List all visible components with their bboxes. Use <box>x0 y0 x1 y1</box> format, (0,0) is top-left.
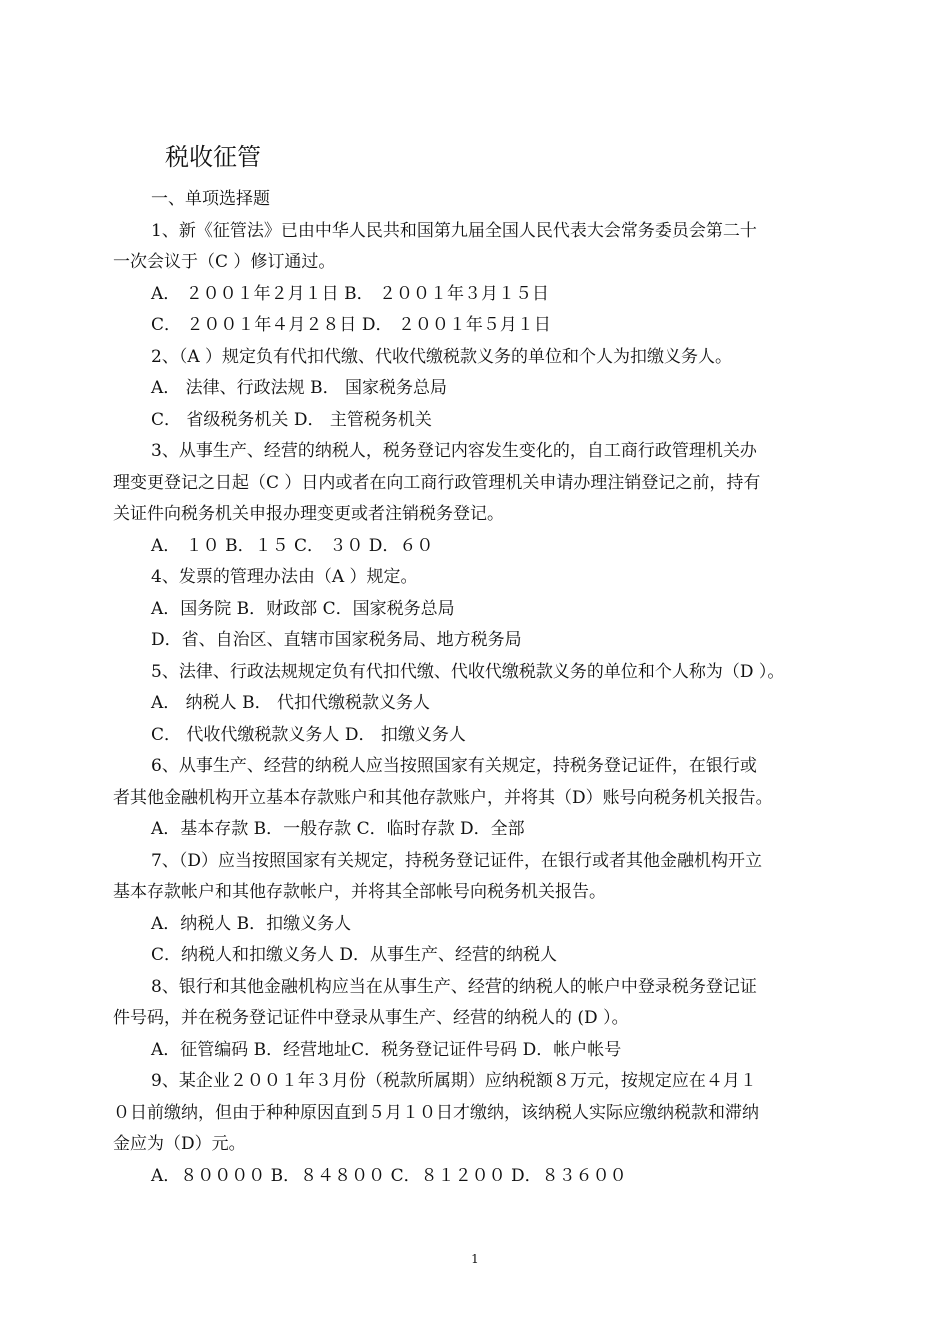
text-line: A．基本存款 B．一般存款 C．临时存款 D．全部 <box>151 819 525 839</box>
text-line: 1、新《征管法》已由中华人民共和国第九届全国人民代表大会常务委员会第二十 <box>151 220 757 241</box>
text-line: A．征管编码 B．经营地址C．税务登记证件号码 D．帐户帐号 <box>151 1039 622 1060</box>
text-line: 关证件向税务机关申报办理变更或者注销税务登记。 <box>113 504 504 524</box>
text-line: 2、（A ）规定负有代扣代缴、代收代缴税款义务的单位和个人为扣缴义务人。 <box>151 346 732 367</box>
text-line: 9、某企业２００１年３月份（税款所属期）应纳税额８万元，按规定应在４月１ <box>151 1071 757 1091</box>
document-body <box>113 184 838 1192</box>
text-line: A． １０ B．１５ C． ３０ D．６０ <box>151 535 434 556</box>
text-line: C．纳税人和扣缴义务人 D．从事生产、经营的纳税人 <box>151 945 558 965</box>
text-line: 一次会议于（C ）修订通过。 <box>113 252 336 272</box>
text-line: C． ２００１年４月２８日 D． ２００１年５月１日 <box>151 315 551 335</box>
text-line: 件号码，并在税务登记证件中登录从事生产、经营的纳税人的 (D ）。 <box>113 1008 629 1028</box>
text-line: A． 纳税人 B． 代扣代缴税款义务人 <box>151 693 430 713</box>
text-line: 5、法律、行政法规规定负有代扣代缴、代收代缴税款义务的单位和个人称为（D ）。 <box>151 661 785 682</box>
text-line: A．纳税人 B．扣缴义务人 <box>151 913 352 934</box>
text-line: C． 代收代缴税款义务人 D． 扣缴义务人 <box>151 724 466 745</box>
text-line: 基本存款帐户和其他存款帐户，并将其全部帐号向税务机关报告。 <box>113 882 606 902</box>
page-number: 1 <box>471 1252 479 1266</box>
text-line: A．国务院 B．财政部 C．国家税务总局 <box>151 598 455 619</box>
text-line: ０日前缴纳，但由于种种原因直到５月１０日才缴纳，该纳税人实际应缴纳税款和滞纳 <box>113 1102 759 1123</box>
text-line: 金应为（D）元。 <box>113 1134 246 1154</box>
text-line: 3、从事生产、经营的纳税人，税务登记内容发生变化的，自工商行政管理机关办 <box>151 441 757 461</box>
text-line: 理变更登记之日起（C ）日内或者在向工商行政管理机关申请办理注销登记之前，持有 <box>113 472 761 493</box>
text-line: 者其他金融机构开立基本存款账户和其他存款账户，并将其（D）账号向税务机关报告。 <box>113 787 773 808</box>
text-line: D．省、自治区、直辖市国家税务局、地方税务局 <box>151 630 522 650</box>
text-line: A． ２００１年２月１日 B． ２００１年３月１５日 <box>151 283 549 304</box>
text-line: A． 法律、行政法规 B． 国家税务总局 <box>151 378 447 398</box>
text-line: 8、银行和其他金融机构应当在从事生产、经营的纳税人的帐户中登录税务登记证 <box>151 976 757 997</box>
text-line: 一、单项选择题 <box>151 189 270 209</box>
text-line: C． 省级税务机关 D． 主管税务机关 <box>151 409 432 430</box>
text-line: 7、（D）应当按照国家有关规定，持税务登记证件，在银行或者其他金融机构开立 <box>151 850 762 871</box>
text-line: 4、发票的管理办法由（A ）规定。 <box>151 567 418 587</box>
text-line: A．８００００ B．８４８００ C．８１２００ D．８３６００ <box>151 1165 627 1186</box>
text-line: 6、从事生产、经营的纳税人应当按照国家有关规定，持税务登记证件，在银行或 <box>151 756 757 776</box>
document-title: 税收征管 <box>165 143 261 171</box>
